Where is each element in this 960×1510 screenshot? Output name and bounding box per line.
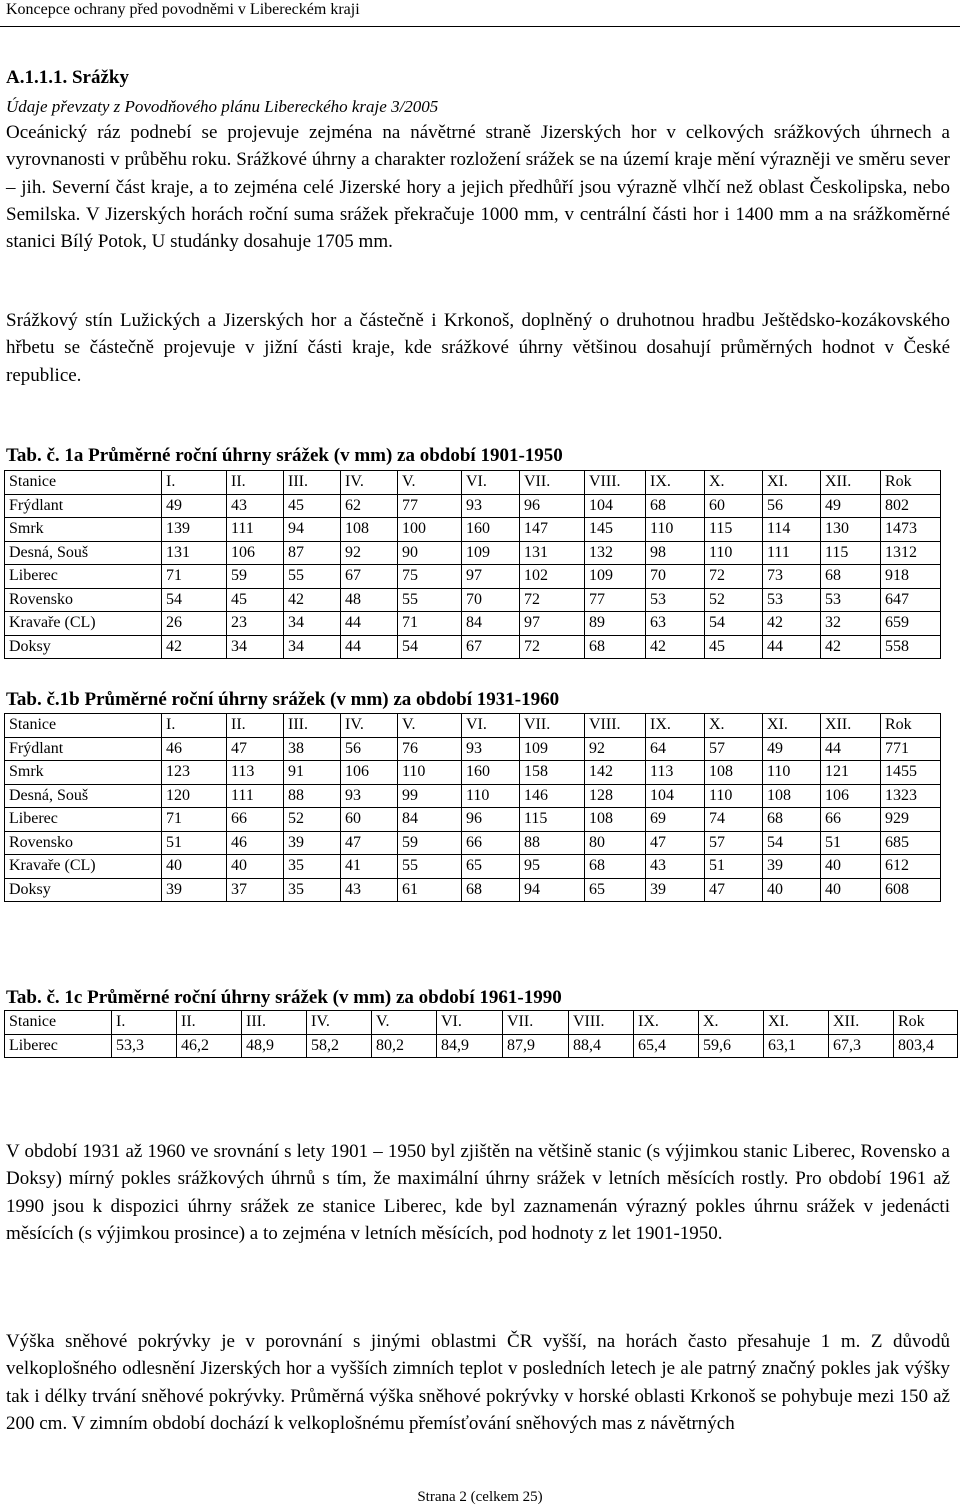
paragraph-rain-shadow: Srážkový stín Lužických a Jizerských hor a částečně i Krkonoš, doplněný o druhotnou hradbu Ještědsko-kozákovského hřbetu se částečně projevuje v jižní části kraje, kde srážkové úhrny většinou dosahují průměrných hodnot v České republice. bbox=[6, 310, 950, 386]
precipitation-value-cell: 771 bbox=[881, 737, 941, 761]
precipitation-table-1961-1990 bbox=[4, 1010, 958, 1058]
precipitation-value-cell: 53 bbox=[763, 588, 821, 612]
column-header: Rok bbox=[894, 1011, 958, 1035]
precipitation-value-cell: 46 bbox=[227, 831, 284, 855]
precipitation-value-cell: 48 bbox=[341, 588, 398, 612]
section-heading: A.1.1.1. Srážky bbox=[6, 67, 129, 88]
precipitation-value-cell: 918 bbox=[881, 565, 941, 589]
paragraph-climate: Oceánický ráz podnebí se projevuje zejména na návětrné straně Jizerských hor v celkových srážkových úhrnech a vyrovnanosti v průběhu roku. Srážkové úhrny a charakter rozložení srážek se na území kraje mění výrazněji ve směru sever – jih. Severní část kraje, a to zejména celé Jizerské hory a jejich předhůří jsou výrazně vlhčí než oblast Českolipska, nebo Semilska. V Jizerských horách roční suma srážek překračuje 1000 mm, v centrální části hor i 1400 mm a na srážkoměrné stanici Bílý Potok, U studánky dosahuje 1705 mm. bbox=[6, 122, 950, 253]
precipitation-value-cell: 88 bbox=[520, 831, 585, 855]
precipitation-value-cell: 65 bbox=[462, 855, 520, 879]
precipitation-value-cell: 67 bbox=[341, 565, 398, 589]
precipitation-value-cell: 87 bbox=[284, 541, 341, 565]
precipitation-value-cell: 39 bbox=[162, 878, 227, 902]
precipitation-value-cell: 111 bbox=[763, 541, 821, 565]
precipitation-table-1931-1960 bbox=[4, 713, 941, 902]
precipitation-value-cell: 51 bbox=[705, 855, 763, 879]
precipitation-value-cell: 84,9 bbox=[437, 1034, 503, 1058]
precipitation-value-cell: 115 bbox=[705, 518, 763, 542]
precipitation-value-cell: 42 bbox=[162, 635, 227, 659]
table-row bbox=[5, 831, 941, 855]
precipitation-value-cell: 43 bbox=[646, 855, 705, 879]
column-header: XII. bbox=[829, 1011, 894, 1035]
precipitation-value-cell: 73 bbox=[763, 565, 821, 589]
precipitation-value-cell: 110 bbox=[462, 784, 520, 808]
precipitation-value-cell: 40 bbox=[227, 855, 284, 879]
station-name-cell: Doksy bbox=[5, 635, 162, 659]
precipitation-value-cell: 95 bbox=[520, 855, 585, 879]
precipitation-value-cell: 80 bbox=[585, 831, 646, 855]
precipitation-value-cell: 115 bbox=[520, 808, 585, 832]
precipitation-value-cell: 49 bbox=[763, 737, 821, 761]
precipitation-value-cell: 128 bbox=[585, 784, 646, 808]
page-footer: Strana 2 (celkem 25) bbox=[417, 1489, 543, 1505]
precipitation-value-cell: 111 bbox=[227, 784, 284, 808]
precipitation-value-cell: 802 bbox=[881, 494, 941, 518]
precipitation-value-cell: 53,3 bbox=[112, 1034, 177, 1058]
precipitation-value-cell: 106 bbox=[821, 784, 881, 808]
precipitation-value-cell: 34 bbox=[284, 612, 341, 636]
precipitation-value-cell: 49 bbox=[821, 494, 881, 518]
precipitation-value-cell: 34 bbox=[284, 635, 341, 659]
precipitation-value-cell: 97 bbox=[462, 565, 520, 589]
column-header: V. bbox=[398, 471, 462, 495]
precipitation-value-cell: 84 bbox=[462, 612, 520, 636]
column-header: IX. bbox=[646, 471, 705, 495]
table-row bbox=[5, 565, 941, 589]
precipitation-value-cell: 63,1 bbox=[764, 1034, 829, 1058]
precipitation-value-cell: 74 bbox=[705, 808, 763, 832]
precipitation-value-cell: 54 bbox=[705, 612, 763, 636]
precipitation-value-cell: 26 bbox=[162, 612, 227, 636]
precipitation-value-cell: 929 bbox=[881, 808, 941, 832]
precipitation-value-cell: 47 bbox=[646, 831, 705, 855]
precipitation-value-cell: 89 bbox=[585, 612, 646, 636]
table-title-1c: Tab. č. 1c Průměrné roční úhrny srážek (v mm) za období 1961-1990 bbox=[6, 987, 562, 1008]
precipitation-value-cell: 97 bbox=[520, 612, 585, 636]
station-name-cell: Liberec bbox=[5, 1034, 112, 1058]
precipitation-value-cell: 94 bbox=[520, 878, 585, 902]
precipitation-value-cell: 58,2 bbox=[307, 1034, 372, 1058]
precipitation-value-cell: 64 bbox=[646, 737, 705, 761]
column-header: I. bbox=[162, 471, 227, 495]
precipitation-value-cell: 123 bbox=[162, 761, 227, 785]
precipitation-value-cell: 43 bbox=[341, 878, 398, 902]
precipitation-value-cell: 49 bbox=[162, 494, 227, 518]
precipitation-value-cell: 110 bbox=[763, 761, 821, 785]
precipitation-value-cell: 46,2 bbox=[177, 1034, 242, 1058]
precipitation-value-cell: 23 bbox=[227, 612, 284, 636]
precipitation-value-cell: 40 bbox=[162, 855, 227, 879]
table-row bbox=[5, 855, 941, 879]
precipitation-value-cell: 55 bbox=[284, 565, 341, 589]
column-header: XII. bbox=[821, 471, 881, 495]
table-header-row bbox=[5, 1011, 958, 1035]
precipitation-value-cell: 93 bbox=[341, 784, 398, 808]
precipitation-value-cell: 100 bbox=[398, 518, 462, 542]
precipitation-value-cell: 55 bbox=[398, 588, 462, 612]
column-header: VIII. bbox=[585, 714, 646, 738]
running-header: Koncepce ochrany před povodněmi v Libereckém kraji bbox=[6, 1, 360, 18]
precipitation-value-cell: 66 bbox=[821, 808, 881, 832]
station-name-cell: Smrk bbox=[5, 518, 162, 542]
precipitation-value-cell: 40 bbox=[821, 878, 881, 902]
column-header: VII. bbox=[503, 1011, 569, 1035]
precipitation-value-cell: 96 bbox=[520, 494, 585, 518]
precipitation-value-cell: 558 bbox=[881, 635, 941, 659]
precipitation-value-cell: 39 bbox=[284, 831, 341, 855]
precipitation-value-cell: 52 bbox=[705, 588, 763, 612]
column-header: VIII. bbox=[585, 471, 646, 495]
column-header: III. bbox=[284, 471, 341, 495]
station-name-cell: Liberec bbox=[5, 808, 162, 832]
precipitation-value-cell: 1455 bbox=[881, 761, 941, 785]
precipitation-value-cell: 106 bbox=[227, 541, 284, 565]
precipitation-value-cell: 45 bbox=[284, 494, 341, 518]
precipitation-value-cell: 42 bbox=[646, 635, 705, 659]
column-header: I. bbox=[112, 1011, 177, 1035]
column-header: VI. bbox=[462, 714, 520, 738]
precipitation-value-cell: 66 bbox=[462, 831, 520, 855]
station-name-cell: Smrk bbox=[5, 761, 162, 785]
precipitation-value-cell: 48,9 bbox=[242, 1034, 307, 1058]
precipitation-value-cell: 110 bbox=[398, 761, 462, 785]
precipitation-value-cell: 96 bbox=[462, 808, 520, 832]
precipitation-value-cell: 160 bbox=[462, 518, 520, 542]
precipitation-value-cell: 59 bbox=[227, 565, 284, 589]
table-row bbox=[5, 761, 941, 785]
precipitation-value-cell: 65,4 bbox=[634, 1034, 699, 1058]
precipitation-value-cell: 59 bbox=[398, 831, 462, 855]
precipitation-value-cell: 612 bbox=[881, 855, 941, 879]
precipitation-value-cell: 40 bbox=[763, 878, 821, 902]
precipitation-value-cell: 142 bbox=[585, 761, 646, 785]
precipitation-value-cell: 131 bbox=[162, 541, 227, 565]
column-header: II. bbox=[177, 1011, 242, 1035]
precipitation-value-cell: 40 bbox=[821, 855, 881, 879]
precipitation-value-cell: 80,2 bbox=[372, 1034, 437, 1058]
column-header: Rok bbox=[881, 471, 941, 495]
station-name-cell: Rovensko bbox=[5, 831, 162, 855]
precipitation-value-cell: 56 bbox=[341, 737, 398, 761]
precipitation-value-cell: 131 bbox=[520, 541, 585, 565]
station-name-cell: Doksy bbox=[5, 878, 162, 902]
precipitation-value-cell: 72 bbox=[520, 635, 585, 659]
precipitation-value-cell: 685 bbox=[881, 831, 941, 855]
precipitation-value-cell: 160 bbox=[462, 761, 520, 785]
column-header: X. bbox=[699, 1011, 764, 1035]
precipitation-value-cell: 158 bbox=[520, 761, 585, 785]
precipitation-value-cell: 94 bbox=[284, 518, 341, 542]
precipitation-value-cell: 56 bbox=[763, 494, 821, 518]
precipitation-value-cell: 113 bbox=[646, 761, 705, 785]
column-header: II. bbox=[227, 471, 284, 495]
precipitation-value-cell: 54 bbox=[763, 831, 821, 855]
precipitation-value-cell: 35 bbox=[284, 855, 341, 879]
precipitation-value-cell: 84 bbox=[398, 808, 462, 832]
precipitation-value-cell: 71 bbox=[398, 612, 462, 636]
precipitation-value-cell: 45 bbox=[227, 588, 284, 612]
precipitation-value-cell: 98 bbox=[646, 541, 705, 565]
precipitation-value-cell: 71 bbox=[162, 565, 227, 589]
precipitation-value-cell: 57 bbox=[705, 831, 763, 855]
column-header: VII. bbox=[520, 714, 585, 738]
precipitation-value-cell: 109 bbox=[520, 737, 585, 761]
precipitation-value-cell: 70 bbox=[462, 588, 520, 612]
precipitation-value-cell: 68 bbox=[763, 808, 821, 832]
precipitation-value-cell: 42 bbox=[821, 635, 881, 659]
precipitation-value-cell: 108 bbox=[341, 518, 398, 542]
source-note: Údaje převzaty z Povodňového plánu Libereckého kraje 3/2005 bbox=[6, 97, 439, 116]
paragraph-snow-cover: Výška sněhové pokrývky je v porovnání s jinými oblastmi ČR vyšší, na horách často přesahuje 1 m. Z důvodů velkoplošného odlesnění Jizerských hor a vyšších zimních teplot v posledních letech je ale patrný značný pokles jak výšky tak i délky trvání sněhové pokrývky. Průměrná výška sněhové pokrývky v horské oblasti Krkonoš se pohybuje mezi 150 až 200 cm. V zimním období dochází k velkoplošnému přemísťování sněhových mas z návětrných bbox=[6, 1331, 950, 1434]
table-row bbox=[5, 612, 941, 636]
precipitation-value-cell: 1312 bbox=[881, 541, 941, 565]
precipitation-value-cell: 45 bbox=[705, 635, 763, 659]
precipitation-value-cell: 75 bbox=[398, 565, 462, 589]
precipitation-value-cell: 51 bbox=[162, 831, 227, 855]
precipitation-value-cell: 38 bbox=[284, 737, 341, 761]
precipitation-value-cell: 108 bbox=[705, 761, 763, 785]
precipitation-value-cell: 67,3 bbox=[829, 1034, 894, 1058]
precipitation-value-cell: 65 bbox=[585, 878, 646, 902]
column-header: X. bbox=[705, 714, 763, 738]
precipitation-value-cell: 132 bbox=[585, 541, 646, 565]
precipitation-value-cell: 47 bbox=[341, 831, 398, 855]
precipitation-value-cell: 35 bbox=[284, 878, 341, 902]
precipitation-value-cell: 113 bbox=[227, 761, 284, 785]
table-row bbox=[5, 541, 941, 565]
precipitation-value-cell: 76 bbox=[398, 737, 462, 761]
precipitation-value-cell: 70 bbox=[646, 565, 705, 589]
precipitation-value-cell: 110 bbox=[705, 541, 763, 565]
precipitation-value-cell: 47 bbox=[227, 737, 284, 761]
column-header: I. bbox=[162, 714, 227, 738]
station-name-cell: Desná, Souš bbox=[5, 784, 162, 808]
precipitation-value-cell: 659 bbox=[881, 612, 941, 636]
precipitation-value-cell: 39 bbox=[763, 855, 821, 879]
precipitation-value-cell: 57 bbox=[705, 737, 763, 761]
precipitation-value-cell: 92 bbox=[585, 737, 646, 761]
column-header: XI. bbox=[763, 714, 821, 738]
precipitation-value-cell: 93 bbox=[462, 494, 520, 518]
precipitation-value-cell: 92 bbox=[341, 541, 398, 565]
precipitation-value-cell: 41 bbox=[341, 855, 398, 879]
precipitation-value-cell: 68 bbox=[462, 878, 520, 902]
paragraph-trend-comparison: V období 1931 až 1960 ve srovnání s lety 1901 – 1950 byl zjištěn na většině stanic (s výjimkou stanic Liberec, Rovensko a Doksy) mírný pokles srážkových úhrnů s tím, že maximální úhrny srážek v letních měsících rostly. Pro období 1961 až 1990 jsou k dispozici úhrny srážek ze stanice Liberec, kde byl zaznamenán výrazný pokles úhrnu srážek v jedenácti měsících (s výjimkou prosince) a to zejména v letních měsících, pod hodnoty z let 1901-1950. bbox=[6, 1141, 950, 1244]
precipitation-value-cell: 99 bbox=[398, 784, 462, 808]
precipitation-value-cell: 147 bbox=[520, 518, 585, 542]
precipitation-value-cell: 44 bbox=[341, 612, 398, 636]
precipitation-value-cell: 111 bbox=[227, 518, 284, 542]
station-name-cell: Desná, Souš bbox=[5, 541, 162, 565]
column-header: V. bbox=[398, 714, 462, 738]
station-name-cell: Kravaře (CL) bbox=[5, 855, 162, 879]
precipitation-value-cell: 61 bbox=[398, 878, 462, 902]
precipitation-value-cell: 88 bbox=[284, 784, 341, 808]
precipitation-value-cell: 54 bbox=[162, 588, 227, 612]
precipitation-value-cell: 87,9 bbox=[503, 1034, 569, 1058]
precipitation-value-cell: 53 bbox=[821, 588, 881, 612]
station-name-cell: Liberec bbox=[5, 565, 162, 589]
precipitation-value-cell: 93 bbox=[462, 737, 520, 761]
precipitation-value-cell: 52 bbox=[284, 808, 341, 832]
precipitation-value-cell: 139 bbox=[162, 518, 227, 542]
precipitation-value-cell: 42 bbox=[284, 588, 341, 612]
precipitation-value-cell: 71 bbox=[162, 808, 227, 832]
table-row bbox=[5, 494, 941, 518]
column-header: IX. bbox=[646, 714, 705, 738]
precipitation-value-cell: 54 bbox=[398, 635, 462, 659]
header-divider bbox=[0, 26, 960, 27]
precipitation-value-cell: 130 bbox=[821, 518, 881, 542]
precipitation-value-cell: 67 bbox=[462, 635, 520, 659]
station-name-cell: Kravaře (CL) bbox=[5, 612, 162, 636]
precipitation-value-cell: 72 bbox=[705, 565, 763, 589]
column-header: XII. bbox=[821, 714, 881, 738]
table-row bbox=[5, 588, 941, 612]
column-header: V. bbox=[372, 1011, 437, 1035]
table-row bbox=[5, 1034, 958, 1058]
column-header: VIII. bbox=[569, 1011, 634, 1035]
precipitation-value-cell: 120 bbox=[162, 784, 227, 808]
column-header: II. bbox=[227, 714, 284, 738]
precipitation-value-cell: 44 bbox=[341, 635, 398, 659]
station-name-cell: Frýdlant bbox=[5, 494, 162, 518]
precipitation-value-cell: 146 bbox=[520, 784, 585, 808]
table-row bbox=[5, 635, 941, 659]
column-header: VII. bbox=[520, 471, 585, 495]
precipitation-value-cell: 63 bbox=[646, 612, 705, 636]
column-header: XI. bbox=[764, 1011, 829, 1035]
precipitation-value-cell: 47 bbox=[705, 878, 763, 902]
precipitation-value-cell: 109 bbox=[585, 565, 646, 589]
table-row bbox=[5, 518, 941, 542]
precipitation-table-1901-1950 bbox=[4, 470, 941, 659]
station-name-cell: Rovensko bbox=[5, 588, 162, 612]
precipitation-value-cell: 1323 bbox=[881, 784, 941, 808]
precipitation-value-cell: 104 bbox=[646, 784, 705, 808]
column-header: VI. bbox=[462, 471, 520, 495]
table-header-row bbox=[5, 714, 941, 738]
precipitation-value-cell: 102 bbox=[520, 565, 585, 589]
column-header: VI. bbox=[437, 1011, 503, 1035]
precipitation-value-cell: 44 bbox=[821, 737, 881, 761]
precipitation-value-cell: 77 bbox=[585, 588, 646, 612]
precipitation-value-cell: 53 bbox=[646, 588, 705, 612]
table-row bbox=[5, 784, 941, 808]
precipitation-value-cell: 647 bbox=[881, 588, 941, 612]
precipitation-value-cell: 68 bbox=[821, 565, 881, 589]
table-title-1a: Tab. č. 1a Průměrné roční úhrny srážek (v mm) za období 1901-1950 bbox=[6, 445, 563, 466]
precipitation-value-cell: 114 bbox=[763, 518, 821, 542]
table-title-1b: Tab. č.1b Průměrné roční úhrny srážek (v mm) za období 1931-1960 bbox=[6, 689, 560, 710]
column-header: IV. bbox=[341, 714, 398, 738]
column-header: III. bbox=[242, 1011, 307, 1035]
precipitation-value-cell: 88,4 bbox=[569, 1034, 634, 1058]
column-header: Rok bbox=[881, 714, 941, 738]
column-header: X. bbox=[705, 471, 763, 495]
precipitation-value-cell: 803,4 bbox=[894, 1034, 958, 1058]
precipitation-value-cell: 51 bbox=[821, 831, 881, 855]
precipitation-value-cell: 106 bbox=[341, 761, 398, 785]
precipitation-value-cell: 91 bbox=[284, 761, 341, 785]
column-header: IV. bbox=[307, 1011, 372, 1035]
precipitation-value-cell: 108 bbox=[585, 808, 646, 832]
table-row bbox=[5, 878, 941, 902]
precipitation-value-cell: 608 bbox=[881, 878, 941, 902]
precipitation-value-cell: 43 bbox=[227, 494, 284, 518]
precipitation-value-cell: 42 bbox=[763, 612, 821, 636]
precipitation-value-cell: 34 bbox=[227, 635, 284, 659]
table-row bbox=[5, 808, 941, 832]
precipitation-value-cell: 55 bbox=[398, 855, 462, 879]
precipitation-value-cell: 90 bbox=[398, 541, 462, 565]
precipitation-value-cell: 145 bbox=[585, 518, 646, 542]
column-header: Stanice bbox=[5, 714, 162, 738]
precipitation-value-cell: 60 bbox=[341, 808, 398, 832]
precipitation-value-cell: 69 bbox=[646, 808, 705, 832]
precipitation-value-cell: 32 bbox=[821, 612, 881, 636]
precipitation-value-cell: 115 bbox=[821, 541, 881, 565]
precipitation-value-cell: 44 bbox=[763, 635, 821, 659]
precipitation-value-cell: 68 bbox=[585, 855, 646, 879]
precipitation-value-cell: 37 bbox=[227, 878, 284, 902]
precipitation-value-cell: 109 bbox=[462, 541, 520, 565]
precipitation-value-cell: 68 bbox=[585, 635, 646, 659]
precipitation-value-cell: 77 bbox=[398, 494, 462, 518]
precipitation-value-cell: 108 bbox=[763, 784, 821, 808]
precipitation-value-cell: 1473 bbox=[881, 518, 941, 542]
precipitation-value-cell: 60 bbox=[705, 494, 763, 518]
precipitation-value-cell: 39 bbox=[646, 878, 705, 902]
table-row bbox=[5, 737, 941, 761]
station-name-cell: Frýdlant bbox=[5, 737, 162, 761]
column-header: Stanice bbox=[5, 471, 162, 495]
precipitation-value-cell: 62 bbox=[341, 494, 398, 518]
column-header: Stanice bbox=[5, 1011, 112, 1035]
precipitation-value-cell: 110 bbox=[705, 784, 763, 808]
precipitation-value-cell: 72 bbox=[520, 588, 585, 612]
column-header: XI. bbox=[763, 471, 821, 495]
precipitation-value-cell: 66 bbox=[227, 808, 284, 832]
precipitation-value-cell: 59,6 bbox=[699, 1034, 764, 1058]
table-header-row bbox=[5, 471, 941, 495]
precipitation-value-cell: 68 bbox=[646, 494, 705, 518]
column-header: IX. bbox=[634, 1011, 699, 1035]
precipitation-value-cell: 121 bbox=[821, 761, 881, 785]
column-header: IV. bbox=[341, 471, 398, 495]
precipitation-value-cell: 46 bbox=[162, 737, 227, 761]
column-header: III. bbox=[284, 714, 341, 738]
precipitation-value-cell: 104 bbox=[585, 494, 646, 518]
precipitation-value-cell: 110 bbox=[646, 518, 705, 542]
